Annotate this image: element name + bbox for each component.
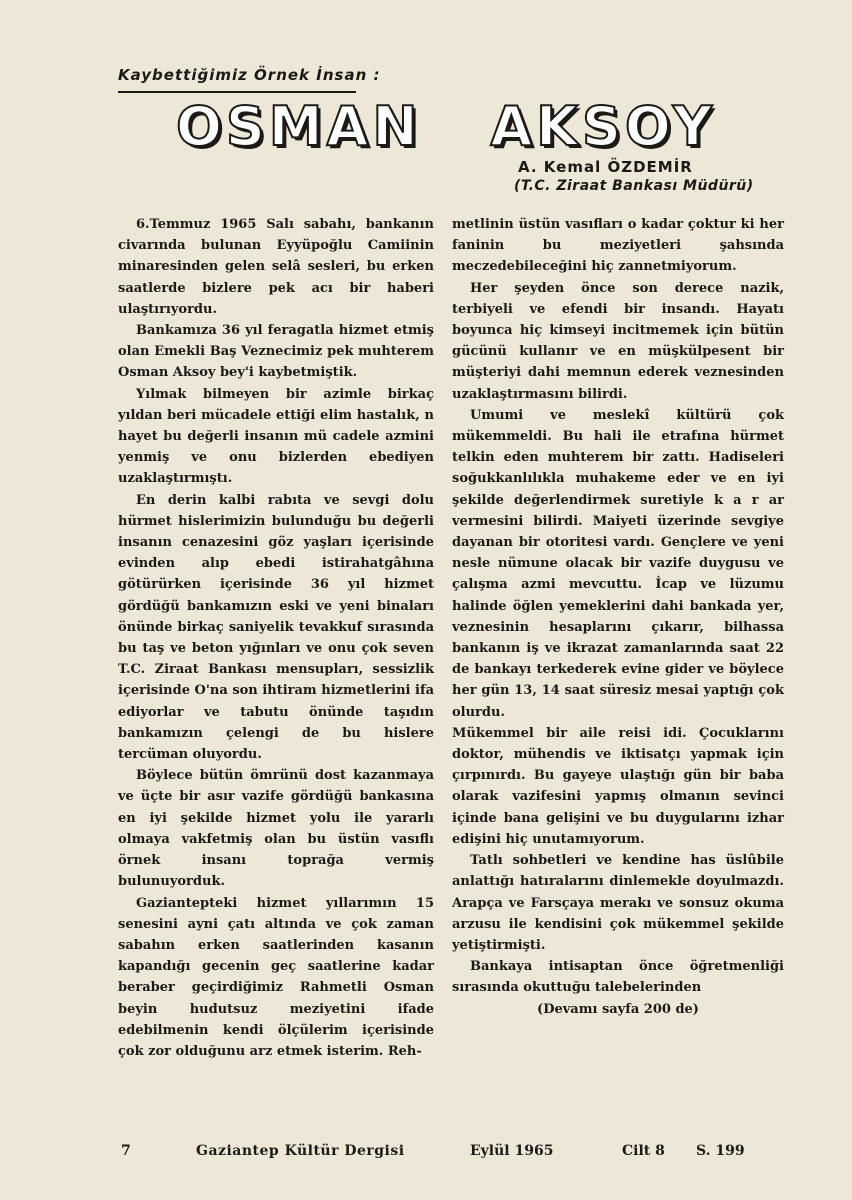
section-kicker: Kaybettiğimiz Örnek İnsan : — [118, 66, 381, 84]
paragraph: 6.Temmuz 1965 Salı sabahı, bankanın civarında bulunan Eyyüpoğlu Camiinin minaresinden gelen selâ sesleri, bu erken saatlerde bizlere pek acı bir haberi ulaştırıyordu. — [118, 217, 434, 317]
issue-date: Eylül 1965 — [470, 1143, 554, 1159]
magazine-name: Gaziantep Kültür Dergisi — [196, 1143, 405, 1159]
paragraph: Gaziantepteki hizmet yıllarımın 15 senesini ayni çatı altında ve çok zaman sabahın erken saatlerinden kasanın kapandığı gecenin geç saatlerine kadar beraber geçirdiğimiz Rahmetli Osman beyin hudutsuz meziyetini ifade edebilmenin kendi ölçülerim içerisinde çok zor olduğunu arz etmek isterim. Reh- — [118, 895, 434, 1059]
paragraph: Tatlı sohbetleri ve kendine has üslûbile anlattığı hatıralarını dinlemekle doyulmazdı. Arapça ve Farsçaya merakı ve sonsuz okuma arzusu ile kendisini çok mükemmel şekilde yetiştirmişti. — [452, 853, 784, 953]
paragraph: Umumi ve meslekî kültürü çok mükemmeldi. Bu hali ile etrafına hürmet telkin eden muhterem bir zattı. Hadiseleri soğukkanlılıkla muhakeme eder ve en iyi şekilde değerlendirmek suretiyle k a r ar vermesini bilirdi. Maiyeti üzerinde sevgiye dayanan bir otoritesi vardı. Gençlere ve yeni nesle nümune olacak bir vazife duygusu ve çalışma azmi mevcuttu. İcap ve lüzumu halinde öğlen yemeklerini dahi bankada yer, veznesinin hesaplarını çıkarır, bilhassa bankanın iş ve ikrazat zamanlarında saat 22 de bankayı terkederek evine gider ve böylece her gün 13, 14 saat süresiz mesai yaptığı çok olurdu. — [452, 407, 784, 720]
paragraph: metlinin üstün vasıfları o kadar çoktur ki her faninin bu meziyetleri şahsında meczedebileceğini hiç zannetmiyorum. — [452, 217, 784, 275]
author-name: A. Kemal ÖZDEMİR — [518, 158, 693, 176]
paragraph: Her şeyden önce son derece nazik, terbiyeli ve efendi bir insandı. Hayatı boyunca hiç kimseyi incitmemek için bütün gücünü kullanır ve en müşkülpesent bir müşteriyi dahi memnun ederek veznesinden uzaklaştırmasını bilirdi. — [452, 280, 784, 402]
continuation-note: (Devamı sayfa 200 de) — [537, 1001, 699, 1017]
paragraph: Yılmak bilmeyen bir azimle birkaç yıldan beri mücadele ettiği elim hastalık, n hayet bu değerli insanın mü cadele azmini yenmiş ve onu bizlerden ebediyen uzaklaştırmıştı. — [118, 386, 434, 487]
kicker-underline — [118, 91, 356, 93]
title-first-name: OSMAN — [176, 94, 422, 158]
paragraph: Böylece bütün ömrünü dost kazanmaya ve üçte bir asır vazife gördüğü bankasına en iyi şekilde hizmet yolu ile yararlı olmaya vakfetmiş olan bu üstün vasıflı örnek insanı toprağa vermiş bulunuyorduk. — [118, 768, 434, 890]
paragraph: Mükemmel bir aile reisi idi. Çocuklarını doktor, mühendis ve iktisatçı yapmak için çırpınırdı. Bu gayeye ulaştığı gün bir baba olarak vazifesini yapmış olmanın sevinci içinde bana gelişini ve bu duygularını izhar edişini hiç unutamıyorum. — [452, 725, 784, 847]
page-footer — [0, 1143, 852, 1165]
page-number: 7 — [121, 1143, 131, 1159]
paragraph: Bankaya intisaptan önce öğretmenliği sırasında okuttuğu talebelerinden — [452, 959, 784, 996]
volume-label: Cilt 8 — [622, 1143, 665, 1159]
author-role: (T.C. Ziraat Bankası Müdürü) — [514, 178, 754, 194]
paragraph: En derin kalbi rabıta ve sevgi dolu hürmet hislerimizin bulunduğu bu değerli insanın cenazesini göz yaşları içerisinde evinden alıp ebedi istirahatgâhına götürürken içerisinde 36 yıl hizmet gördüğü bankamızın eski ve yeni binaları önünde birkaç saniyelik tevakkuf sırasında bu taş ve beton yığınları ve onu çok seven T.C. Ziraat Bankası mensupları, sessizlik içerisinde O'na son ihtiram hizmetlerini ifa ediyorlar ve tabutu önünde taşıdın bankamızın çelengi de bu hislere tercüman oluyordu. — [118, 492, 434, 763]
title-last-name: AKSOY — [490, 94, 716, 158]
left-column — [118, 214, 434, 1062]
paragraph: Bankamıza 36 yıl feragatla hizmet etmiş olan Emekli Baş Veznecimiz pek muhterem Osman Aksoy bey'i kaybetmiştik. — [118, 323, 434, 381]
issue-number: S. 199 — [696, 1143, 745, 1159]
article-title — [176, 96, 716, 156]
right-column — [452, 214, 784, 1020]
